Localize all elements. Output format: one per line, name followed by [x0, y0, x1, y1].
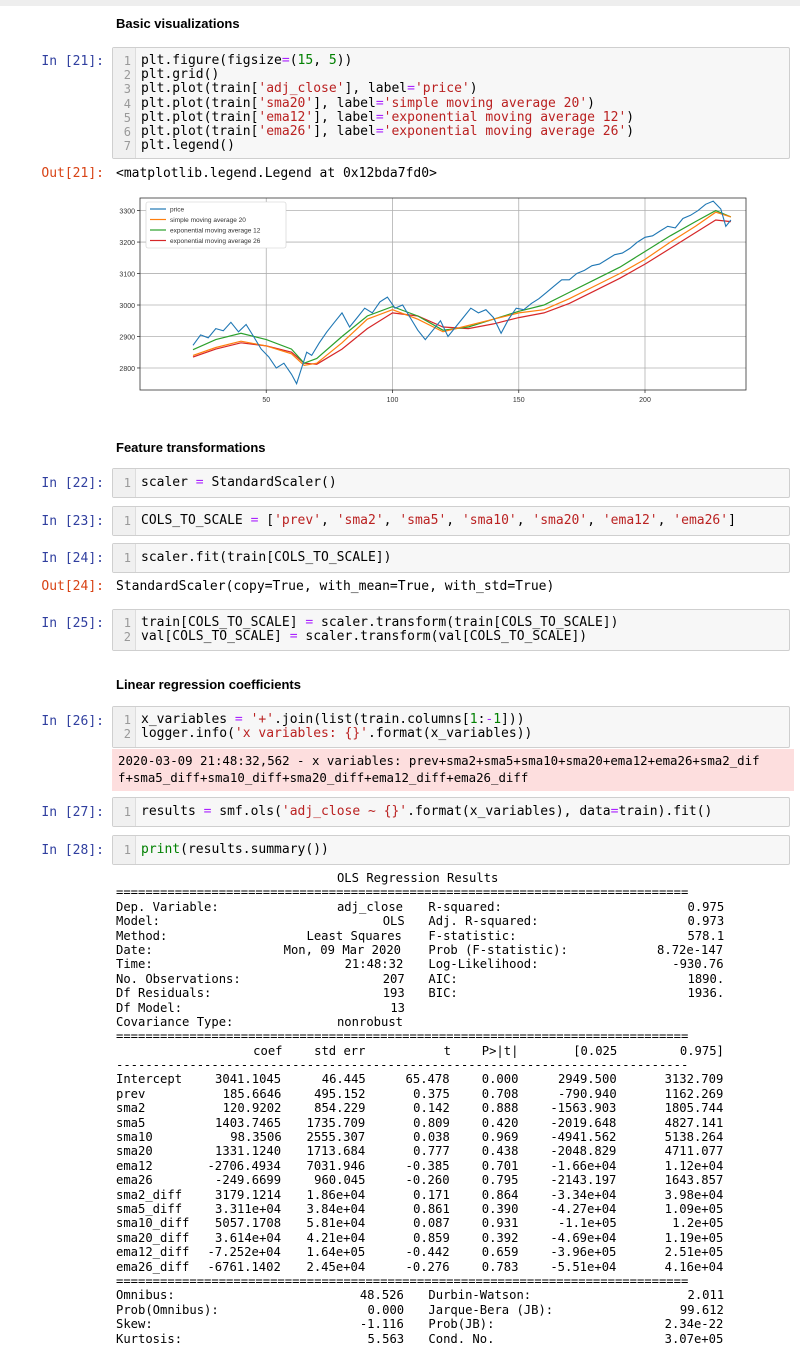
summary-cell: prev [116, 1086, 146, 1101]
summary-cell: 0.859 [413, 1230, 450, 1245]
summary-cell: ema12 [116, 1158, 153, 1173]
summary-cell: 1643.857 [664, 1173, 724, 1188]
summary-cell: 65.478 [405, 1072, 450, 1087]
summary-info-row [116, 1015, 736, 1029]
summary-info-row [116, 986, 736, 1000]
summary-cell: 0.392 [481, 1230, 519, 1245]
summary-cell: 21:48:32 [344, 957, 404, 972]
legend-entry: simple moving average 20 [170, 217, 246, 224]
y-tick-label: 3300 [119, 208, 135, 216]
x-tick-label: 200 [639, 397, 651, 404]
y-tick-label: 3000 [119, 303, 135, 311]
summary-diagnostic-row [116, 1288, 736, 1302]
code-cell-24[interactable] [112, 543, 790, 573]
summary-cell: 0.973 [687, 914, 725, 929]
summary-cell: 3.98e+04 [664, 1187, 724, 1202]
line-chart-svg [116, 190, 756, 420]
summary-cell: -0.260 [405, 1173, 450, 1188]
summary-cell: 193 [382, 986, 405, 1001]
summary-cell: 1403.7465 [215, 1115, 282, 1130]
line-number: 4 [123, 96, 131, 111]
coef-header-row [116, 1044, 736, 1058]
line-chart [116, 190, 756, 420]
summary-cell: -4.27e+04 [550, 1201, 617, 1216]
summary-cell: Cond. No. [428, 1331, 495, 1346]
ols-summary-output [116, 871, 736, 1346]
summary-cell: 3.311e+04 [215, 1201, 282, 1216]
summary-cell: P>|t| [481, 1043, 519, 1058]
summary-cell: 3.84e+04 [306, 1201, 366, 1216]
summary-cell: Prob(JB): [428, 1317, 495, 1332]
code-text: plt.plot(train['ema12'], label='exponential moving average 12') [141, 109, 635, 125]
summary-cell: 13 [390, 1000, 405, 1015]
summary-cell: 5.81e+04 [306, 1216, 366, 1231]
summary-cell: -930.76 [672, 957, 724, 972]
line-number: 6 [123, 125, 131, 139]
legend-entry: exponential moving average 12 [170, 227, 261, 235]
summary-cell: Model: [116, 914, 161, 929]
code-text: COLS_TO_SCALE = ['prev', 'sma2', 'sma5', 'sma10', 'sma20', 'ema12', 'ema26'] [141, 513, 736, 528]
summary-cell: Time: [116, 957, 153, 972]
separator-line: ------------------------------------------------------------------------------ [116, 1058, 689, 1073]
code-cell-21[interactable] [112, 47, 790, 159]
summary-cell: sma5_diff [116, 1201, 183, 1216]
summary-cell: sma20_diff [116, 1230, 190, 1245]
summary-cell: -5.51e+04 [550, 1259, 617, 1274]
code-cell-26[interactable] [112, 706, 790, 748]
summary-diagnostic-row [116, 1317, 736, 1331]
summary-cell: 2.34e-22 [664, 1317, 724, 1332]
summary-cell: 98.3506 [230, 1130, 282, 1145]
coef-row [116, 1260, 736, 1274]
code-text: x_variables = '+'.join(list(train.columns[1:-1])) [141, 712, 525, 727]
summary-cell: -3.34e+04 [550, 1187, 617, 1202]
summary-cell: -1.1e+05 [557, 1216, 617, 1231]
summary-diagnostic-row [116, 1332, 736, 1346]
coef-row [116, 1159, 736, 1173]
summary-diagnostic-row [116, 1303, 736, 1317]
summary-cell: 0.420 [481, 1115, 519, 1130]
line-number: 1 [123, 805, 131, 819]
line-number: 2 [123, 68, 131, 83]
coef-row [116, 1087, 736, 1101]
summary-cell: 2.51e+05 [664, 1245, 724, 1260]
summary-cell: 120.9202 [222, 1101, 282, 1116]
line-number: 5 [123, 110, 131, 125]
line-number: 1 [123, 54, 131, 68]
output-text-21: <matplotlib.legend.Legend at 0x12bda7fd0> [116, 166, 437, 181]
summary-cell: AIC: [428, 971, 458, 986]
coef-row [116, 1231, 736, 1245]
summary-cell: 0.000 [481, 1072, 519, 1087]
summary-cell: 0.390 [481, 1201, 519, 1216]
code-text: print(results.summary()) [141, 842, 329, 857]
summary-info-row [116, 900, 736, 914]
code-cell-22[interactable] [112, 468, 790, 498]
summary-cell: -0.276 [405, 1259, 450, 1274]
section-heading-basic-visualizations: Basic visualizations [116, 16, 240, 31]
code-text: plt.figure(figsize=(15, 5)) [141, 53, 353, 68]
coef-row [116, 1245, 736, 1259]
summary-cell: Covariance Type: [116, 1014, 234, 1029]
summary-cell: 0.969 [481, 1130, 519, 1145]
input-prompt-28: In [28]: [41, 843, 104, 858]
input-prompt-27: In [27]: [41, 805, 104, 820]
summary-info-row [116, 914, 736, 928]
summary-cell: 48.526 [359, 1288, 404, 1303]
summary-cell: sma20 [116, 1144, 153, 1159]
summary-cell: 8.72e-147 [657, 942, 724, 957]
code-text: train[COLS_TO_SCALE] = scaler.transform(train[COLS_TO_SCALE]) [141, 615, 619, 630]
code-cell-27[interactable] [112, 797, 790, 827]
summary-cell: OLS [382, 914, 405, 929]
logger-output [112, 749, 794, 791]
line-number: 3 [123, 82, 131, 97]
summary-cell: 0.931 [481, 1216, 519, 1231]
code-text: val[COLS_TO_SCALE] = scaler.transform(val[COLS_TO_SCALE]) [141, 629, 588, 645]
line-number: 7 [123, 139, 131, 154]
summary-cell: Mon, 09 Mar 2020 [283, 942, 402, 957]
summary-cell: -1.116 [359, 1317, 404, 1332]
y-tick-label: 2800 [119, 365, 135, 373]
y-tick-label: 3200 [119, 240, 135, 248]
summary-cell: 185.6646 [222, 1086, 282, 1101]
summary-cell: 0.142 [413, 1101, 450, 1116]
summary-cell: 0.171 [413, 1187, 450, 1202]
summary-cell: 0.975 [687, 899, 725, 914]
summary-cell: 3041.1045 [215, 1072, 282, 1087]
coef-row [116, 1216, 736, 1230]
summary-cell: Intercept [116, 1072, 183, 1087]
summary-cell: 0.809 [413, 1115, 450, 1130]
summary-cell: -2706.4934 [207, 1158, 281, 1173]
summary-cell: 960.045 [314, 1173, 366, 1188]
summary-cell: ema12_diff [116, 1245, 190, 1260]
summary-cell: sma2_diff [116, 1187, 183, 1202]
input-prompt-25: In [25]: [41, 616, 104, 631]
coef-row [116, 1144, 736, 1158]
summary-cell: -4941.562 [550, 1130, 617, 1145]
summary-info-row [116, 1001, 736, 1015]
summary-info-row [116, 972, 736, 986]
output-prompt-24: Out[24]: [41, 579, 104, 594]
code-text: scaler.fit(train[COLS_TO_SCALE]) [141, 550, 392, 565]
line-number: 1 [123, 616, 131, 630]
summary-cell: ema26_diff [116, 1259, 190, 1274]
summary-cell: 578.1 [687, 928, 725, 943]
summary-cell: 4.16e+04 [664, 1259, 724, 1274]
summary-cell: 3.614e+04 [215, 1230, 282, 1245]
line-number: 2 [123, 630, 131, 645]
summary-cell: 1.64e+05 [306, 1245, 366, 1260]
code-text: plt.legend() [141, 138, 235, 154]
summary-cell: 1.12e+04 [664, 1158, 724, 1173]
coef-row [116, 1202, 736, 1216]
summary-cell: 0.888 [481, 1101, 519, 1116]
code-text: plt.plot(train['adj_close'], label='price') [141, 81, 478, 97]
summary-cell: -1563.903 [550, 1101, 617, 1116]
summary-cell: -2143.197 [550, 1173, 617, 1188]
code-text: plt.plot(train['sma20'], label='simple moving average 20') [141, 95, 595, 111]
line-number: 1 [123, 551, 131, 565]
summary-cell: OLS Regression Results [336, 871, 499, 885]
y-tick-label: 3100 [119, 271, 135, 279]
summary-cell: 0.438 [481, 1144, 519, 1159]
summary-cell: t [443, 1043, 451, 1058]
summary-cell: -790.940 [557, 1086, 617, 1101]
summary-cell: 4711.077 [664, 1144, 724, 1159]
summary-cell: 5057.1708 [215, 1216, 282, 1231]
logger-output-line: 2020-03-09 21:48:32,562 - x variables: prev+sma2+sma5+sma10+sma20+ema12+ema26+sma2_dif [118, 753, 760, 768]
summary-cell: -7.252e+04 [207, 1245, 281, 1260]
summary-cell: std err [314, 1043, 366, 1058]
input-prompt-23: In [23]: [41, 514, 104, 529]
code-cell-23[interactable] [112, 506, 790, 536]
summary-cell: -2048.829 [550, 1144, 617, 1159]
summary-cell: 2.011 [687, 1288, 725, 1303]
summary-cell: 0.861 [413, 1201, 450, 1216]
summary-cell: Prob(Omnibus): [116, 1302, 219, 1317]
summary-cell: 0.701 [481, 1158, 519, 1173]
summary-cell: nonrobust [336, 1014, 404, 1029]
summary-cell: 1713.684 [306, 1144, 366, 1159]
summary-cell: sma5 [116, 1115, 146, 1130]
summary-cell: R-squared: [428, 899, 502, 914]
summary-cell: 854.229 [314, 1101, 366, 1116]
summary-cell: 0.864 [481, 1187, 519, 1202]
line-number: 2 [123, 727, 131, 742]
coef-row [116, 1173, 736, 1187]
section-heading-linear-regression: Linear regression coefficients [116, 677, 301, 692]
summary-cell: -4.69e+04 [550, 1230, 617, 1245]
summary-cell: -249.6699 [215, 1173, 282, 1188]
coef-row [116, 1072, 736, 1086]
summary-cell: -6761.1402 [207, 1259, 281, 1274]
summary-cell: 0.975] [679, 1043, 724, 1058]
summary-cell: Kurtosis: [116, 1331, 183, 1346]
summary-cell: 0.795 [481, 1173, 519, 1188]
summary-cell: Method: [116, 928, 168, 943]
coef-row [116, 1130, 736, 1144]
input-prompt-21: In [21]: [41, 54, 104, 69]
summary-cell: sma10 [116, 1130, 153, 1145]
summary-cell: 0.375 [413, 1086, 450, 1101]
summary-cell: Prob (F-statistic): [428, 942, 568, 957]
summary-cell: F-statistic: [428, 928, 517, 943]
summary-cell: adj_close [336, 899, 404, 914]
summary-info-row [116, 943, 736, 957]
separator-line: ============================================================================== [116, 1029, 689, 1044]
summary-cell: 0.783 [481, 1259, 519, 1274]
code-cell-25[interactable] [112, 609, 790, 651]
summary-cell: 1.2e+05 [672, 1216, 724, 1231]
coef-row [116, 1101, 736, 1115]
summary-cell: 4827.141 [664, 1115, 724, 1130]
summary-cell: 1805.744 [664, 1101, 724, 1116]
summary-cell: 99.612 [679, 1302, 724, 1317]
summary-cell: 0.087 [413, 1216, 450, 1231]
line-number: 1 [123, 476, 131, 490]
input-prompt-24: In [24]: [41, 551, 104, 566]
summary-cell: 0.038 [413, 1130, 450, 1145]
summary-cell: Adj. R-squared: [428, 914, 539, 929]
line-number: 1 [123, 713, 131, 727]
summary-title [116, 871, 736, 885]
summary-cell: 46.445 [321, 1072, 366, 1087]
summary-cell: 3.07e+05 [664, 1331, 724, 1346]
code-cell-28[interactable] [112, 835, 790, 865]
output-text-24: StandardScaler(copy=True, with_mean=True, with_std=True) [116, 579, 555, 594]
summary-cell: 1331.1240 [215, 1144, 282, 1159]
summary-info-row [116, 929, 736, 943]
summary-cell: 1.19e+05 [664, 1230, 724, 1245]
legend-entry: price [170, 206, 185, 214]
legend-entry: exponential moving average 26 [170, 238, 261, 245]
summary-cell: coef [253, 1043, 283, 1058]
summary-cell: 207 [382, 971, 405, 986]
y-tick-label: 2900 [119, 334, 135, 342]
summary-cell: 3179.1214 [215, 1187, 282, 1202]
summary-cell: Df Model: [116, 1000, 183, 1015]
separator-line: ============================================================================== [116, 885, 689, 900]
summary-cell: 4.21e+04 [306, 1230, 366, 1245]
output-prompt-21: Out[21]: [41, 166, 104, 181]
x-tick-label: 100 [386, 397, 399, 404]
summary-cell: 2555.307 [306, 1130, 366, 1145]
summary-cell: 1162.269 [664, 1086, 724, 1101]
summary-cell: 5138.264 [664, 1130, 724, 1145]
summary-cell: 1735.709 [306, 1115, 366, 1130]
summary-cell: Durbin-Watson: [428, 1288, 532, 1303]
input-prompt-22: In [22]: [41, 476, 104, 491]
summary-cell: -3.96e+05 [550, 1245, 617, 1260]
line-number: 1 [123, 514, 131, 528]
summary-cell: sma10_diff [116, 1216, 190, 1231]
summary-cell: Df Residuals: [116, 986, 212, 1001]
summary-cell: 3132.709 [664, 1072, 724, 1087]
summary-cell: 1936. [687, 986, 725, 1001]
summary-cell: 7031.946 [306, 1158, 366, 1173]
input-prompt-26: In [26]: [41, 714, 104, 729]
notebook-top-border [0, 0, 800, 6]
section-heading-feature-transformations: Feature transformations [116, 440, 266, 455]
summary-cell: -0.385 [405, 1158, 450, 1173]
code-text: plt.grid() [141, 67, 220, 83]
summary-cell: Skew: [116, 1317, 153, 1332]
summary-cell: 1.09e+05 [664, 1201, 724, 1216]
summary-cell: BIC: [428, 986, 458, 1001]
summary-cell: -2019.648 [550, 1115, 617, 1130]
summary-cell: 0.777 [413, 1144, 450, 1159]
summary-cell: 2.45e+04 [306, 1259, 366, 1274]
summary-cell: 0.659 [481, 1245, 519, 1260]
summary-cell: Dep. Variable: [116, 899, 219, 914]
summary-cell: sma2 [116, 1101, 146, 1116]
x-tick-label: 50 [262, 397, 271, 404]
summary-cell: Omnibus: [116, 1288, 175, 1303]
summary-cell: -1.66e+04 [550, 1158, 617, 1173]
summary-cell: Least Squares [306, 928, 402, 943]
code-text: logger.info('x variables: {}'.format(x_variables)) [141, 726, 533, 742]
summary-cell: 5.563 [367, 1331, 405, 1346]
summary-cell: -0.442 [405, 1245, 450, 1260]
code-text: plt.plot(train['ema26'], label='exponential moving average 26') [141, 124, 635, 139]
separator-line: ============================================================================== [116, 1273, 689, 1288]
summary-cell: 2949.500 [557, 1072, 617, 1087]
x-tick-label: 150 [512, 397, 525, 404]
coef-row [116, 1116, 736, 1130]
summary-cell: Jarque-Bera (JB): [428, 1302, 554, 1317]
summary-cell: Date: [116, 942, 153, 957]
code-text: scaler = StandardScaler() [141, 475, 337, 490]
coef-row [116, 1188, 736, 1202]
summary-cell: ema26 [116, 1173, 153, 1188]
code-text: results = smf.ols('adj_close ~ {}'.format(x_variables), data=train).fit() [141, 804, 713, 819]
summary-info-row [116, 957, 736, 971]
summary-cell: 1890. [687, 971, 725, 986]
summary-cell: [0.025 [573, 1043, 618, 1058]
summary-cell: 1.86e+04 [306, 1187, 366, 1202]
summary-cell: Log-Likelihood: [428, 957, 539, 972]
line-number: 1 [123, 843, 131, 857]
summary-cell: 0.708 [481, 1086, 519, 1101]
summary-cell: No. Observations: [116, 971, 241, 986]
logger-output-line: f+sma5_diff+sma10_diff+sma20_diff+ema12_diff+ema26_diff [118, 769, 529, 785]
summary-cell: 495.152 [314, 1086, 366, 1101]
summary-cell: 0.000 [367, 1302, 405, 1317]
